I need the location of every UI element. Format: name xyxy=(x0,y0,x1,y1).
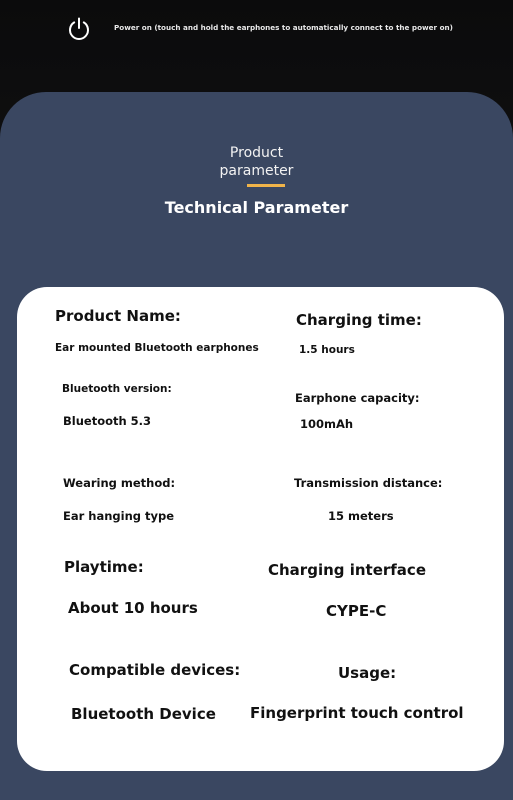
product-name-value: Ear mounted Bluetooth earphones xyxy=(55,342,259,354)
transmission-distance-label: Transmission distance: xyxy=(294,476,443,490)
bluetooth-version-value: Bluetooth 5.3 xyxy=(63,414,152,428)
section-title xyxy=(0,144,513,180)
usage-label: Usage: xyxy=(338,664,397,682)
section-title-line-2: parameter xyxy=(219,163,294,179)
top-bar xyxy=(0,0,513,92)
section-subtitle: Technical Parameter xyxy=(164,198,349,217)
title-underline xyxy=(247,184,285,187)
power-on-instruction: Power on (touch and hold the earphones to automatically connect to the power on) xyxy=(114,23,453,32)
earphone-capacity-value: 100mAh xyxy=(300,417,354,431)
charging-time-value: 1.5 hours xyxy=(299,344,355,356)
power-icon xyxy=(66,16,92,42)
product-name-label: Product Name: xyxy=(55,307,181,325)
wearing-method-value: Ear hanging type xyxy=(63,509,175,523)
transmission-distance-value: 15 meters xyxy=(328,509,394,523)
playtime-label: Playtime: xyxy=(64,558,144,576)
compatible-devices-label: Compatible devices: xyxy=(69,661,241,679)
charging-interface-label: Charging interface xyxy=(268,561,426,579)
charging-time-label: Charging time: xyxy=(296,311,422,329)
compatible-devices-value: Bluetooth Device xyxy=(71,705,216,723)
playtime-value: About 10 hours xyxy=(68,599,198,617)
charging-interface-value: CYPE-C xyxy=(326,602,387,620)
wearing-method-label: Wearing method: xyxy=(63,476,176,490)
section-title-line-1: Product xyxy=(229,145,284,161)
usage-value: Fingerprint touch control xyxy=(250,704,464,722)
bluetooth-version-label: Bluetooth version: xyxy=(62,383,172,395)
earphone-capacity-label: Earphone capacity: xyxy=(295,391,420,405)
parameter-card xyxy=(17,287,504,771)
